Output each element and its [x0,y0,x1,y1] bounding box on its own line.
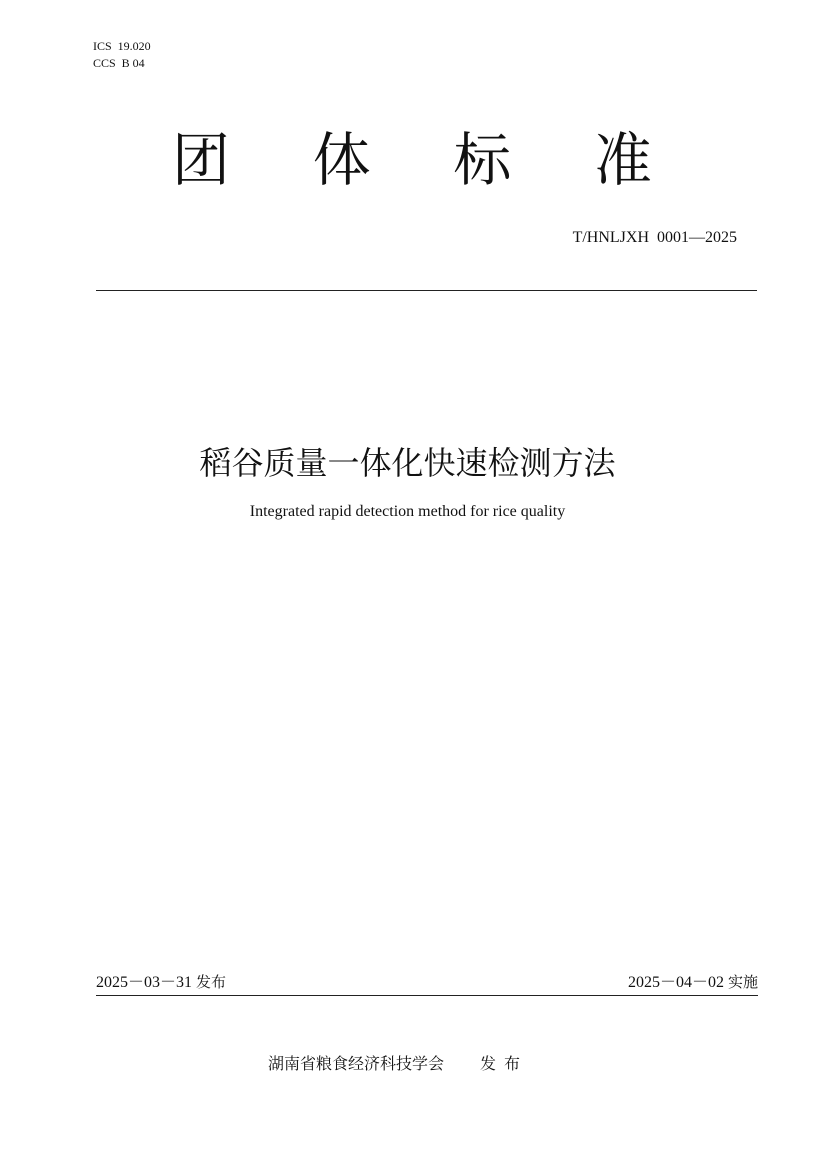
document-title-chinese: 稻谷质量一体化快速检测方法 [199,444,616,482]
standard-type-heading [172,128,652,192]
issuer-name: 湖南省粮食经济科技学会 [268,1054,445,1073]
footer-divider [96,995,758,996]
standard-number: T/HNLJXH 0001—2025 [572,229,737,246]
ccs-code: CCS B 04 [93,56,145,70]
publish-label: 发布 [196,973,227,991]
ics-code: ICS 19.020 [93,39,151,53]
standard-type-char: 标 [453,126,512,194]
document-title-english: Integrated rapid detection method for rice quality [249,503,566,520]
implement-label: 实施 [727,973,758,991]
header-divider [96,290,757,291]
standard-type-char: 准 [593,126,652,194]
issuer-action: 发布 [480,1054,529,1073]
publish-date-line [96,972,226,993]
implement-date: 2025－04－02 [627,974,724,991]
standard-type-char: 团 [172,126,231,194]
publish-date: 2025－03－31 [96,974,193,991]
standard-type-char: 体 [312,126,371,194]
implement-date-line [628,972,758,993]
classification-codes [93,38,151,72]
issuing-organization [268,1053,528,1075]
